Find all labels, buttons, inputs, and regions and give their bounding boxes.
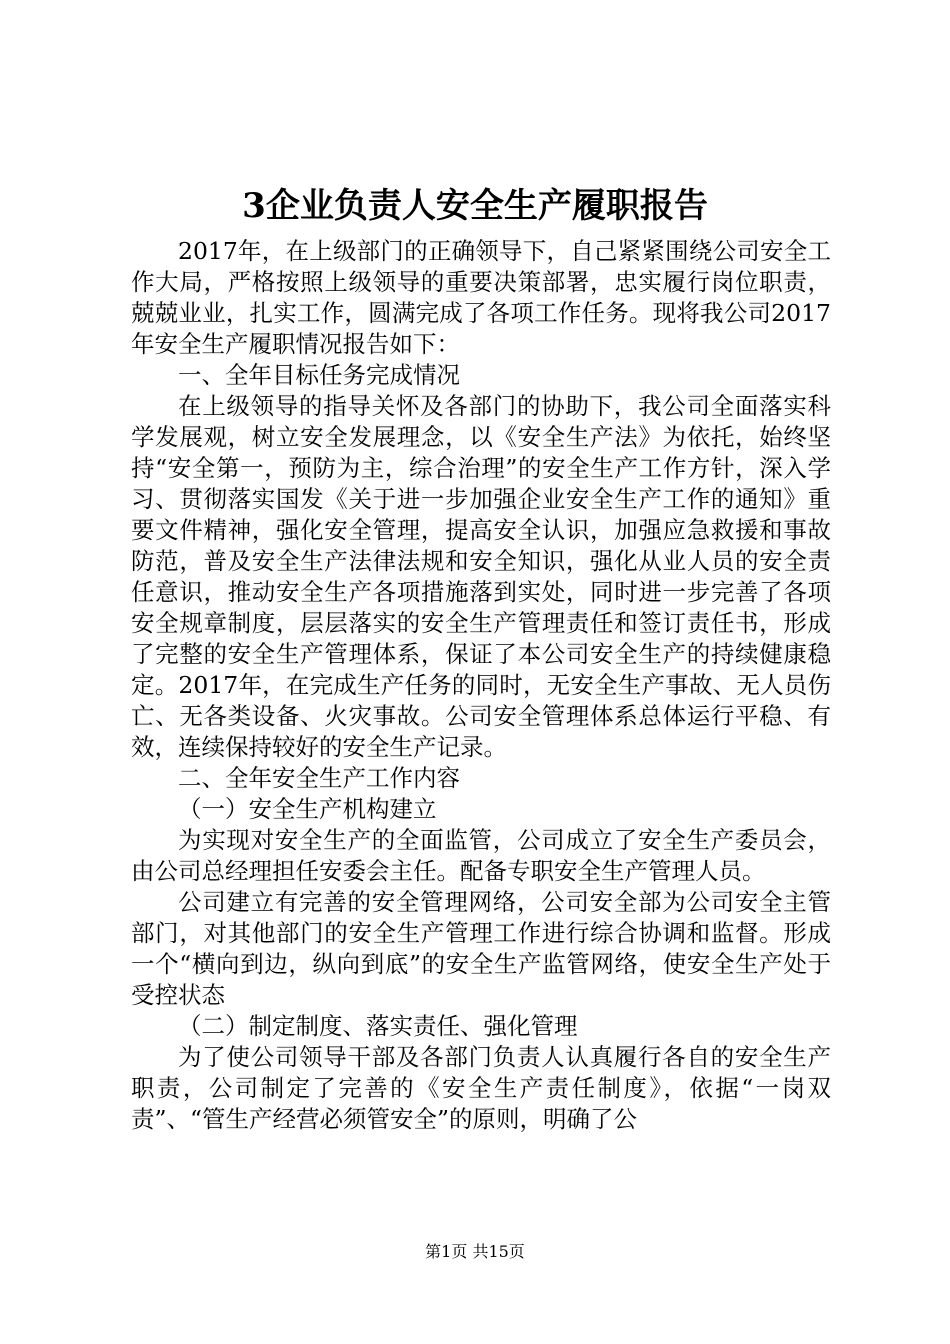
paragraph-responsibility: 为了使公司领导干部及各部门负责人认真履行各自的安全生产职责，公司制定了完善的《安全生产责任制度》，依据“一岗双责”、“管生产经营必须管安全”的原则，明确了公 xyxy=(131,1043,831,1133)
subsection-heading-1: （一）安全生产机构建立 xyxy=(178,795,437,823)
paragraph-intro: 2017年，在上级部门的正确领导下，自己紧紧围绕公司安全工作大局，严格按照上级领导的重要决策部署，忠实履行岗位职责，兢兢业业，扎实工作，圆满完成了各项工作任务。现将我公司2017年安全生产履职情况报告如下： xyxy=(131,237,831,358)
document-body xyxy=(131,236,831,1135)
page-number: 第1页 共15页 xyxy=(425,1242,525,1261)
paragraph-committee: 为实现对安全生产的全面监管，公司成立了安全生产委员会，由公司总经理担任安委会主任。配备专职安全生产管理人员。 xyxy=(131,826,831,885)
paragraph-network: 公司建立有完善的安全管理网络，公司安全部为公司安全主管部门，对其他部门的安全生产管理工作进行综合协调和监督。形成一个“横向到边，纵向到底”的安全生产监管网络，使安全生产处于受控状态 xyxy=(131,888,831,1009)
section-heading-2: 二、全年安全生产工作内容 xyxy=(178,764,460,792)
subsection-heading-2: （二）制定制度、落实责任、强化管理 xyxy=(178,1012,578,1040)
paragraph-targets: 在上级领导的指导关怀及各部门的协助下，我公司全面落实科学发展观，树立安全发展理念，以《安全生产法》为依托，始终坚持“安全第一，预防为主，综合治理”的安全生产工作方针，深入学习、贯彻落实国发《关于进一步加强企业安全生产工作的通知》重要文件精神，强化安全管理，提高安全认识，加强应急救援和事故防范，普及安全生产法律法规和安全知识，强化从业人员的安全责任意识，推动安全生产各项措施落到实处，同时进一步完善了各项安全规章制度，层层落实的安全生产管理责任和签订责任书，形成了完整的安全生产管理体系，保证了本公司安全生产的持续健康稳定。2017年，在完成生产任务的同时，无安全生产事故、无人员伤亡、无各类设备、火灾事故。公司安全管理体系总体运行平稳、有效，连续保持较好的安全生产记录。 xyxy=(131,392,831,761)
document-title: 3企业负责人安全生产履职报告 xyxy=(242,186,708,226)
section-heading-1: 一、全年目标任务完成情况 xyxy=(178,361,460,389)
